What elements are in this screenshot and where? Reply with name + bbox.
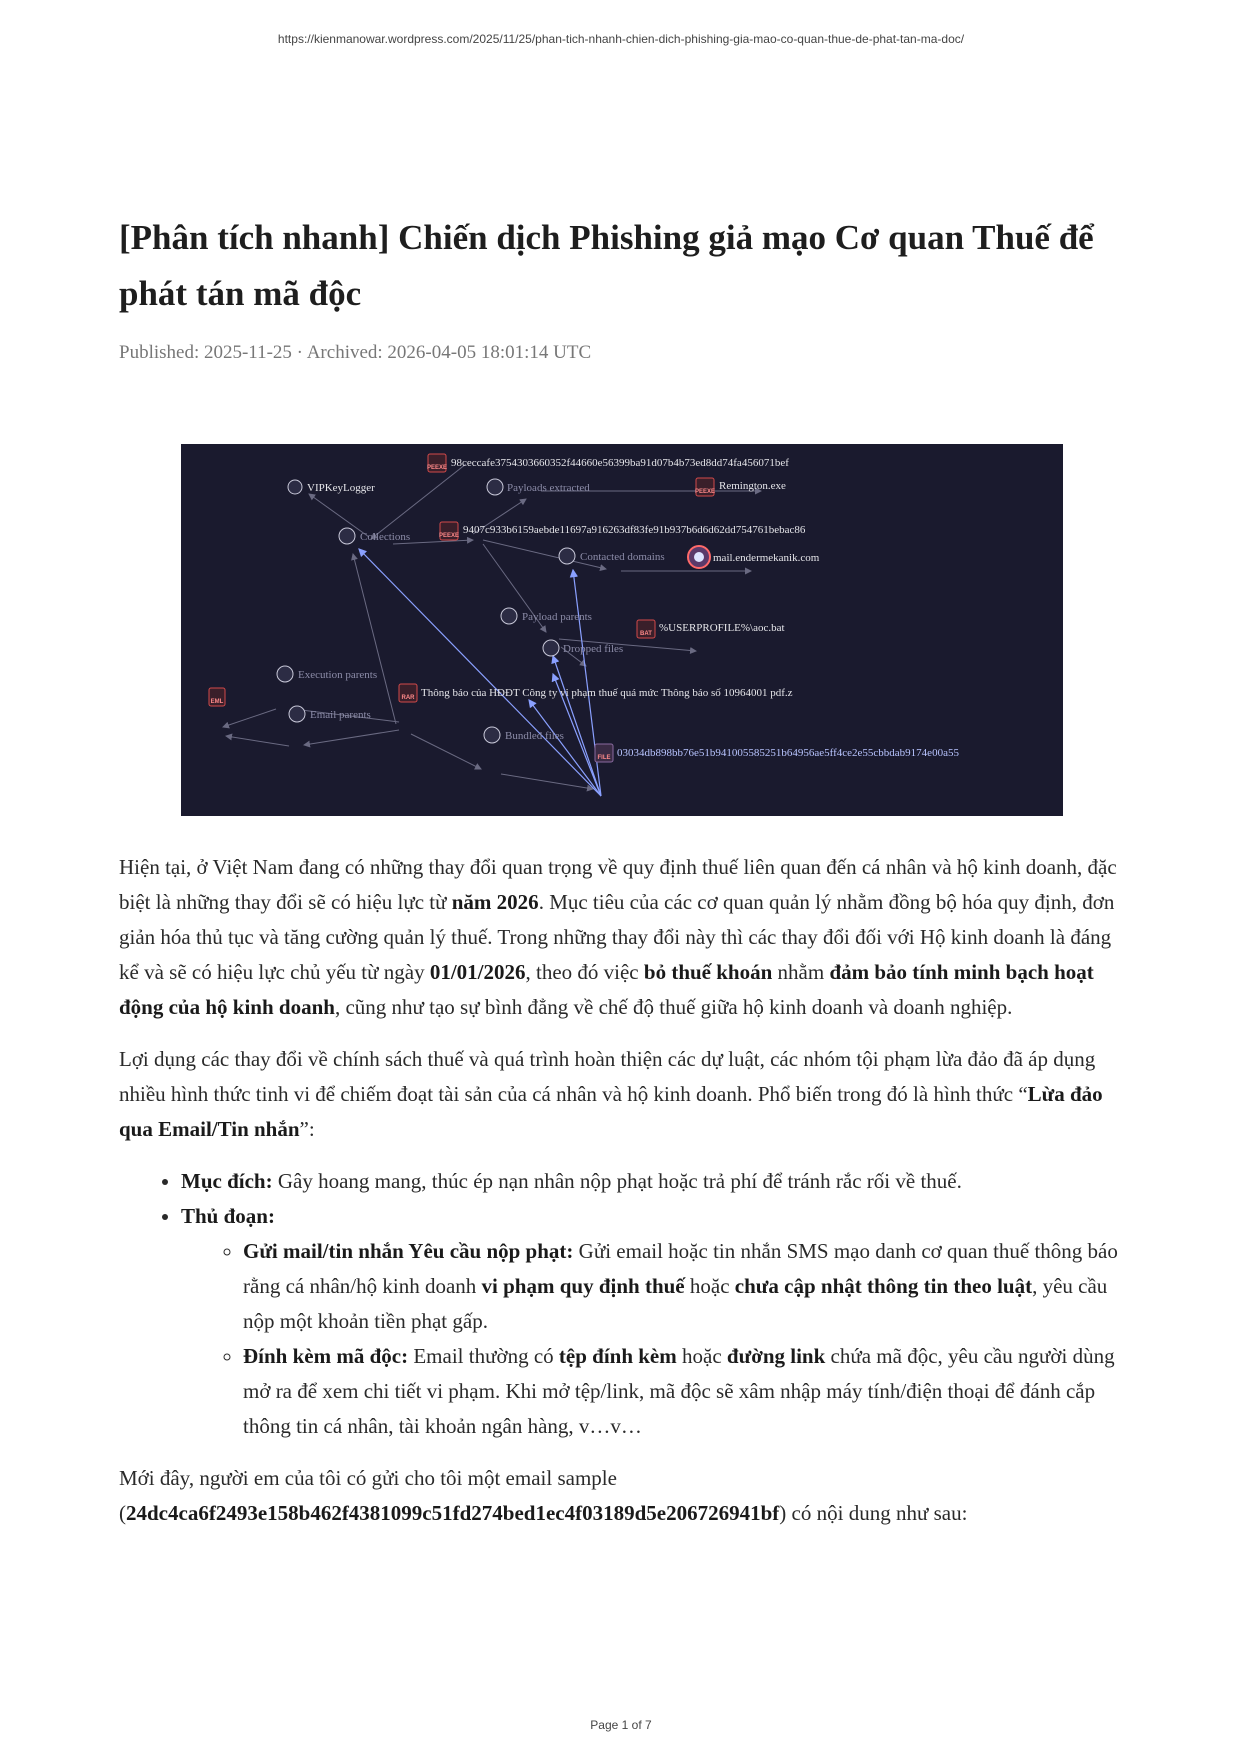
node-execution-parents — [277, 666, 377, 682]
node-hash3 — [595, 744, 959, 762]
page-number: Page 1 of 7 — [590, 1718, 652, 1732]
node-hash1 — [427, 454, 789, 472]
svg-text:Email parents: Email parents — [310, 709, 371, 721]
graph-edge — [226, 736, 289, 746]
svg-text:mail.endermekanik.com: mail.endermekanik.com — [713, 552, 820, 564]
node-remington — [695, 478, 786, 496]
node-domain — [688, 546, 820, 568]
svg-text:PEEXE: PEEXE — [438, 533, 460, 539]
node-payloads-extracted — [487, 479, 590, 495]
scam-list — [119, 1164, 1129, 1444]
svg-text:FILE: FILE — [597, 755, 611, 761]
tactics-sublist — [181, 1234, 1129, 1444]
node-bundled-files — [484, 727, 564, 743]
paragraph-email-sample: Mới đây, người em của tôi có gửi cho tôi một email sample (24dc4ca6f2493e158b462f4381099c51fd274bed1ec4f03189d5e206726941bf) có nội dung như sau: — [119, 1466, 968, 1525]
node-payload-parents — [501, 608, 592, 624]
svg-text:Payloads extracted: Payloads extracted — [507, 482, 590, 494]
paragraph-scam-methods: Lợi dụng các thay đổi về chính sách thuế và quá trình hoàn thiện các dự luật, các nhóm tội phạm lừa đảo đã áp dụng nhiều hình thức tinh vi để chiếm đoạt tài sản của cá nhân và hộ kinh doanh. Phổ biến trong đó là hình thức “Lừa đảo qua Email/Tin nhắn”: — [119, 1047, 1103, 1141]
rar-label: Thông báo của HĐĐT Công ty vi phạm thuế quá mức Thông báo số 10964001 pdf.z — [421, 687, 793, 699]
remington-label: Remington.exe — [719, 480, 786, 492]
sublist-item-fine-request: ◦ Gửi mail/tin nhắn Yêu cầu nộp phạt: Gửi email hoặc tin nhắn SMS mạo danh cơ quan thuế thông báo rằng cá nhân/hộ kinh doanh vi phạm quy định thuế hoặc chưa cập nhật thông tin theo luật, yêu cầu nộp một khoản tiền phạt gấp. — [243, 1234, 1129, 1339]
article-meta: Published: 2025-11-25 · Archived: 2026-04-05 18:01:14 UTC — [119, 342, 592, 363]
svg-text:BAT: BAT — [640, 631, 652, 637]
relationship-graph — [181, 444, 1063, 816]
relationship-graph-image — [181, 444, 1063, 816]
graph-edge-blue — [553, 656, 601, 796]
article — [119, 210, 1129, 1548]
svg-text:EML: EML — [210, 699, 224, 705]
hash3-label: 03034db898bb76e51b941005585251b64956ae5ff4ce2e55cbbdab9174e00a55 — [617, 747, 959, 759]
graph-edge-blue — [529, 700, 601, 796]
svg-text:VIPKeyLogger: VIPKeyLogger — [307, 482, 375, 494]
node-dropped-files — [543, 640, 623, 656]
node-eml — [209, 688, 225, 706]
svg-text:PEEXE: PEEXE — [426, 465, 448, 471]
node-collections — [339, 528, 410, 544]
hash2-label: 9407c933b6159aebde11697a916263df83fe91b937b6d6d62dd754761bebac86 — [463, 524, 806, 536]
node-rar — [399, 684, 793, 702]
graph-edge — [304, 730, 399, 745]
svg-text:RAR: RAR — [401, 695, 415, 701]
svg-text:Payload parents: Payload parents — [522, 611, 592, 623]
graph-edge — [223, 709, 276, 727]
paragraph-intro: Hiện tại, ở Việt Nam đang có những thay đổi quan trọng về quy định thuế liên quan đến cá nhân và hộ kinh doanh, đặc biệt là những thay đổi sẽ có hiệu lực từ năm 2026. Mục tiêu của các cơ quan quản lý nhằm đồng bộ hóa quy định, đơn giản hóa thủ tục và tăng cường quản lý thuế. Trong những thay đổi này thì các thay đổi đối với Hộ kinh doanh là đáng kể và sẽ có hiệu lực chủ yếu từ ngày 01/01/2026, theo đó việc bỏ thuế khoán nhằm đảm bảo tính minh bạch hoạt động của hộ kinh doanh, cũng như tạo sự bình đẳng về chế độ thuế giữa hộ kinh doanh và doanh nghiệp. — [119, 855, 1117, 1019]
node-hash2 — [439, 522, 806, 540]
graph-edge-blue — [359, 549, 601, 796]
sample-hash: 24dc4ca6f2493e158b462f4381099c51fd274bed1ec4f03189d5e206726941bf — [126, 1501, 780, 1525]
graph-edge — [501, 774, 593, 789]
svg-text:Execution parents: Execution parents — [298, 669, 378, 681]
hash1-label: 98ceccafe3754303660352f44660e56399ba91d07b4b73ed8dd74fa456071bef — [451, 457, 789, 469]
list-item-purpose: • Mục đích: Gây hoang mang, thúc ép nạn nhân nộp phạt hoặc trả phí để tránh rắc rối về thuế. — [181, 1164, 1129, 1199]
svg-text:Collections: Collections — [360, 531, 411, 543]
node-userprofile — [637, 620, 785, 638]
node-vipkeylogger — [288, 480, 375, 494]
graph-edge — [411, 734, 481, 769]
node-email-parents — [289, 706, 371, 722]
svg-text:Contacted domains: Contacted domains — [580, 551, 665, 563]
list-item-tactics: • Thủ đoạn: ◦ Gửi mail/tin nhắn Yêu cầu nộp phạt: Gửi email hoặc tin nhắn SMS mạo danh cơ quan thuế thông báo rằng cá nhân/hộ kinh doanh vi phạm quy định thuế hoặc chưa cập nhật thông tin theo luật, yêu cầu nộp một khoản tiền phạt gấp. ◦ Đính kèm mã độc: Email thường có tệp đính kèm hoặc đường link chứa mã độc, yêu cầu người dùng mở ra để xem chi tiết vi phạm. Khi mở tệp/link, mã độc sẽ xâm nhập máy tính/điện thoại để đánh cắp thông tin cá nhân, tài khoản ngân hàng, v…v… — [181, 1199, 1129, 1444]
svg-text:Dropped files: Dropped files — [563, 643, 624, 655]
userprofile-label: %USERPROFILE%\aoc.bat — [659, 622, 785, 634]
svg-text:Bundled files: Bundled files — [505, 730, 564, 742]
article-title: [Phân tích nhanh] Chiến dịch Phishing giả mạo Cơ quan Thuế để phát tán mã độc — [119, 218, 1094, 313]
svg-text:PEEXE: PEEXE — [694, 489, 716, 495]
article-body — [119, 850, 1129, 1531]
sublist-item-malware-attachment: ◦ Đính kèm mã độc: Email thường có tệp đính kèm hoặc đường link chứa mã độc, yêu cầu người dùng mở ra để xem chi tiết vi phạm. Khi mở tệp/link, mã độc sẽ xâm nhập máy tính/điện thoại để đánh cắp thông tin cá nhân, tài khoản ngân hàng, v…v… — [243, 1339, 1129, 1444]
archive-url: https://kienmanowar.wordpress.com/2025/11/25/phan-tich-nhanh-chien-dich-phishing-gia-mao-co-quan-thue-de-phat-tan-ma-doc/ — [277, 32, 965, 46]
